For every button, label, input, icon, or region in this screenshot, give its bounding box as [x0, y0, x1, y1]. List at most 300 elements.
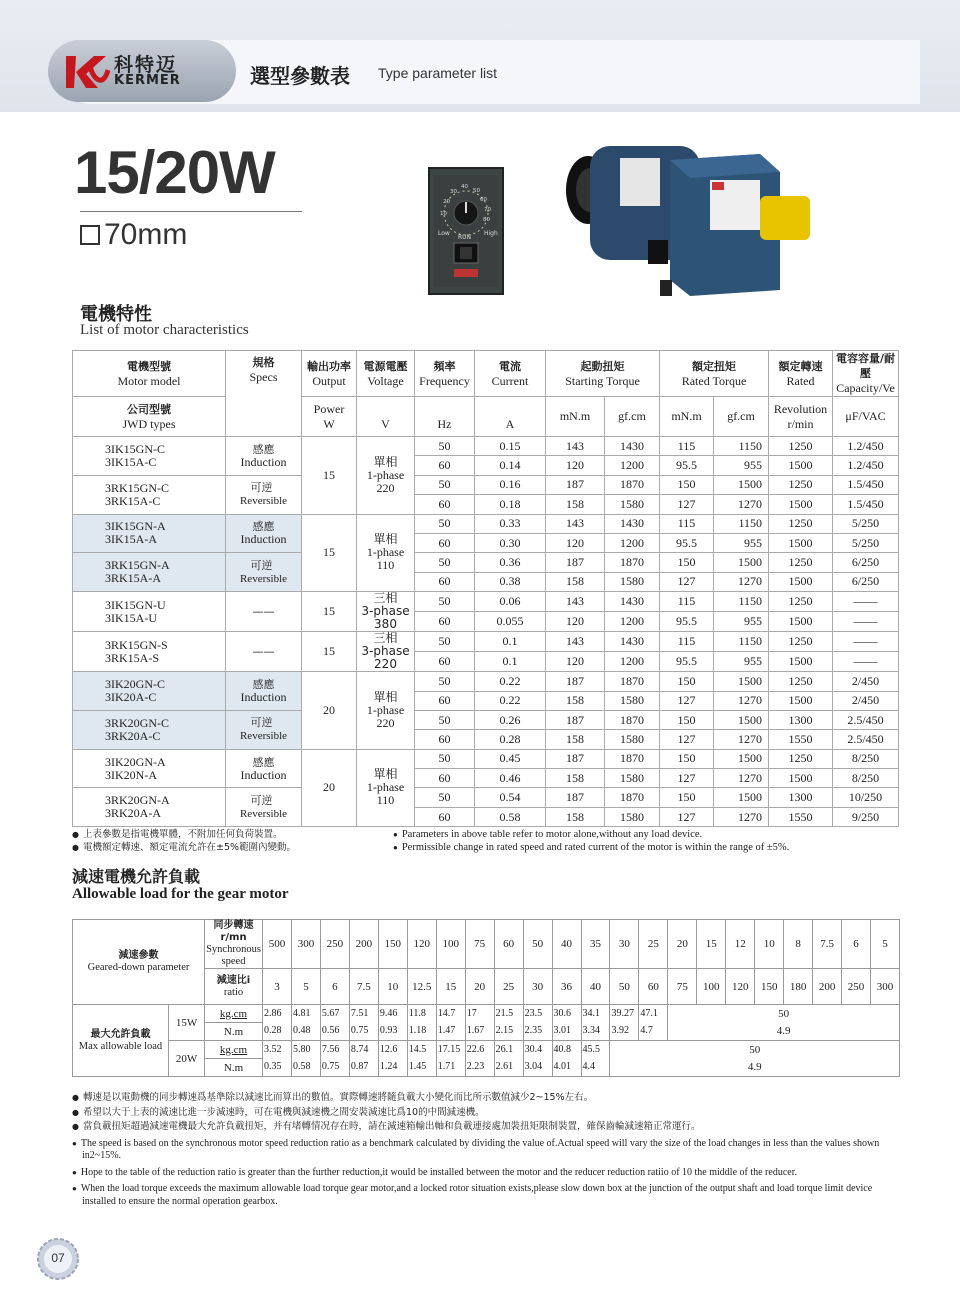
ratio-value: 250: [842, 969, 871, 1005]
voltage-line: 單相: [373, 532, 398, 547]
load-kg: 21.5: [494, 1005, 523, 1023]
spec-en: Reversible: [239, 730, 288, 743]
data-cell: 60: [415, 652, 475, 672]
data-cell: 955: [714, 533, 769, 552]
data-cell: 1580: [605, 572, 660, 591]
data-cell: 143: [546, 632, 605, 652]
spec-cell: [226, 553, 302, 592]
brand-name-cn: 科特迈: [114, 54, 178, 76]
max-cn: 最大允許負載: [90, 1028, 151, 1040]
load-nm: 1.71: [436, 1059, 465, 1077]
model-name: 3IK20GN-A: [105, 754, 166, 769]
data-cell: ——: [833, 592, 899, 612]
data-cell: 115: [660, 592, 714, 612]
data-cell: 50: [415, 632, 475, 652]
data-cell: 150: [660, 710, 714, 729]
data-cell: 120: [546, 612, 605, 632]
dial-label: 70: [484, 207, 491, 213]
model-cell: [73, 437, 226, 476]
data-cell: 115: [660, 437, 714, 456]
speed-value: 15: [697, 920, 726, 969]
data-cell: 187: [546, 475, 605, 494]
spec-cell: [226, 788, 302, 827]
data-cell: 0.54: [475, 788, 546, 807]
motor-row: [73, 437, 899, 456]
data-cell: 158: [546, 730, 605, 749]
spec-cn: 感應: [252, 678, 275, 692]
data-cell: 1870: [605, 788, 660, 807]
spec-cell: [226, 632, 302, 672]
load-kg: 5.80: [291, 1041, 320, 1059]
data-cell: 127: [660, 495, 714, 514]
data-cell: 95.5: [660, 533, 714, 552]
motor-notes-en: [393, 828, 789, 854]
data-cell: 1270: [714, 495, 769, 514]
data-cell: 1870: [605, 710, 660, 729]
load-kg: 8.74: [349, 1041, 378, 1059]
data-cell: 1270: [714, 691, 769, 710]
model-name: 3IK15GN-A: [105, 519, 166, 534]
gear-section-title-en: Allowable load for the gear motor: [72, 886, 289, 902]
data-cell: 150: [660, 672, 714, 691]
gear-notes: [72, 1092, 902, 1208]
load-nm: 0.48: [291, 1023, 320, 1041]
note-line: ● 上表參數是指電機單體，不附加任何負荷裝置。: [72, 828, 296, 841]
data-cell: 1580: [605, 769, 660, 788]
ratio-value: 180: [784, 969, 813, 1005]
speed-value: 7.5: [813, 920, 842, 969]
unit-rated-mnm: mN.m: [660, 397, 714, 437]
load-kg: 17: [465, 1005, 494, 1023]
col-company-type: 公司型號 JWD types: [73, 397, 226, 437]
load-nm: 2.23: [465, 1059, 494, 1077]
load-nm: 2.15: [494, 1023, 523, 1041]
max-load-label: [73, 1005, 169, 1077]
ratio-value: 25: [494, 969, 523, 1005]
model-cell: [73, 749, 226, 788]
data-cell: 955: [714, 612, 769, 632]
data-cell: 150: [660, 475, 714, 494]
data-cell: 1500: [714, 788, 769, 807]
model-cell: [73, 553, 226, 592]
speed-value: 100: [436, 920, 465, 969]
data-cell: 120: [546, 533, 605, 552]
unit-voltage: V: [357, 397, 415, 437]
data-cell: 0.28: [475, 730, 546, 749]
data-cell: 0.46: [475, 769, 546, 788]
load-kg: 40.8: [552, 1041, 581, 1059]
unit-kg: kg.cm: [205, 1041, 263, 1059]
motor-row: [73, 514, 899, 533]
data-cell: 1500: [769, 652, 833, 672]
spec-cell: [226, 749, 302, 788]
data-cell: 0.22: [475, 691, 546, 710]
data-cell: 187: [546, 553, 605, 572]
data-cell: 60: [415, 807, 475, 826]
data-cell: 1870: [605, 672, 660, 691]
voltage-line: 1-phase: [366, 545, 405, 560]
unit-current: A: [475, 397, 546, 437]
data-cell: 60: [415, 769, 475, 788]
ratio-value: 40: [581, 969, 610, 1005]
data-cell: 0.36: [475, 553, 546, 572]
load-kg: 26.1: [494, 1041, 523, 1059]
load-nm: 0.75: [349, 1023, 378, 1041]
model-cell: [73, 672, 226, 711]
model-name: 3IK15GN-C: [105, 441, 165, 456]
kermer-logo-icon: [64, 52, 110, 92]
max-en: Max allowable load: [78, 1040, 163, 1052]
model-cell: [73, 788, 226, 827]
data-cell: 1200: [605, 612, 660, 632]
col-rated-speed: 額定轉速 Rated: [769, 351, 833, 397]
data-cell: 0.58: [475, 807, 546, 826]
model-name: 3RK20GN-A: [105, 793, 170, 808]
load-nm: 1.45: [407, 1059, 436, 1077]
data-cell: 127: [660, 691, 714, 710]
data-cell: 0.055: [475, 612, 546, 632]
square-icon: [80, 225, 100, 245]
load-nm: 4.01: [552, 1059, 581, 1077]
speed-value: 5: [871, 920, 900, 969]
model-name: 3IK15A-C: [105, 454, 157, 469]
data-cell: 2.5/450: [833, 730, 899, 749]
output-cell: 15: [302, 437, 357, 515]
speed-value: 500: [263, 920, 292, 969]
data-cell: 1250: [769, 475, 833, 494]
data-cell: 1500: [769, 456, 833, 475]
data-cell: 50: [415, 710, 475, 729]
ratio-value: 7.5: [349, 969, 378, 1005]
motor-section-title-en: List of motor characteristics: [80, 322, 249, 338]
model-name: 3IK20A-C: [105, 690, 157, 705]
model-name: 3RK15A-S: [105, 650, 160, 665]
load-kg: 47.1: [639, 1005, 668, 1023]
load-kg: 5.67: [320, 1005, 349, 1023]
output-cell: 15: [302, 514, 357, 592]
data-cell: 0.06: [475, 592, 546, 612]
data-cell: 0.45: [475, 749, 546, 768]
note-line: ● When the load torque exceeds the maximum allowable load torque gear motor,and a locked rotor situation exists,please slow down box at the junction of the output shaft and load torque limit device installed to ensure the normal operation gearbox.: [72, 1183, 902, 1208]
data-cell: 158: [546, 769, 605, 788]
data-cell: 1150: [714, 592, 769, 612]
load-nm: 4.7: [639, 1023, 668, 1041]
data-cell: 158: [546, 807, 605, 826]
load-row-kg: [73, 1041, 900, 1059]
model-name: 3IK20N-A: [105, 767, 157, 782]
data-cell: 0.33: [475, 514, 546, 533]
data-cell: 1250: [769, 672, 833, 691]
data-cell: 1500: [714, 749, 769, 768]
data-cell: ——: [833, 652, 899, 672]
motor-row: [73, 475, 899, 494]
page-number: 07: [51, 1251, 65, 1265]
voltage-line: 單相: [373, 767, 398, 782]
data-cell: 0.1: [475, 632, 546, 652]
load-kg-rest: 50: [610, 1041, 900, 1059]
voltage-line: 三相: [373, 591, 398, 606]
motor-row: [73, 632, 899, 652]
controller-graphic: [430, 169, 502, 293]
model-name: 3RK15GN-S: [105, 637, 168, 652]
ratio-value: 60: [639, 969, 668, 1005]
data-cell: 50: [415, 749, 475, 768]
data-cell: 150: [660, 749, 714, 768]
note-line: ● Parameters in above table refer to motor alone,without any load device.: [393, 828, 789, 841]
data-cell: 0.14: [475, 456, 546, 475]
col-current: 電流 Current: [475, 351, 546, 397]
unit-start-gfcm: gf.cm: [605, 397, 660, 437]
dial-label: 20: [443, 199, 450, 205]
model-name: 3IK15GN-U: [105, 597, 166, 612]
load-nm: 0.75: [320, 1059, 349, 1077]
data-cell: 1270: [714, 807, 769, 826]
output-cell: 15: [302, 592, 357, 632]
col-voltage: 電源電壓 Voltage: [357, 351, 415, 397]
ratio-label-cell: [205, 969, 263, 1005]
dial-label: RUN: [458, 234, 472, 241]
data-cell: 120: [546, 456, 605, 475]
data-cell: 1500: [769, 495, 833, 514]
dial-label: 40: [461, 184, 468, 190]
ratio-value: 300: [871, 969, 900, 1005]
spec-en: Reversible: [239, 495, 288, 508]
data-cell: 0.15: [475, 437, 546, 456]
load-nm: 0.93: [378, 1023, 407, 1041]
data-cell: 50: [415, 672, 475, 691]
ratio-value: 6: [320, 969, 349, 1005]
model-name: 3RK20GN-C: [105, 715, 170, 730]
spec-cn: 可逆: [250, 558, 273, 572]
data-cell: 1580: [605, 495, 660, 514]
data-cell: 50: [415, 514, 475, 533]
dial-label: 50: [473, 188, 480, 194]
param-label-cell: [73, 920, 205, 1005]
speed-value: 75: [465, 920, 494, 969]
note-line: ● 當負載扭矩超過減速電機最大允許負載扭矩，并有堵轉情况存在時，請在減速箱輸出軸和負載連接處加裝扭矩限制裝置，確保齒輪減速箱正常運行。: [72, 1121, 902, 1134]
data-cell: 1500: [769, 572, 833, 591]
data-cell: 5/250: [833, 533, 899, 552]
load-nm: 0.28: [263, 1023, 292, 1041]
ratio-value: 20: [465, 969, 494, 1005]
load-nm: 1.24: [378, 1059, 407, 1077]
speed-value: 50: [523, 920, 552, 969]
data-cell: 5/250: [833, 514, 899, 533]
data-cell: 1270: [714, 572, 769, 591]
data-cell: 2/450: [833, 691, 899, 710]
frame-size: [80, 218, 187, 252]
voltage-cell: [357, 592, 415, 632]
load-nm: 0.58: [291, 1059, 320, 1077]
spec-cell: [226, 475, 302, 514]
speed-value: 25: [639, 920, 668, 969]
gear-motor-image: [560, 140, 830, 300]
data-cell: 1500: [714, 475, 769, 494]
load-nm: 1.18: [407, 1023, 436, 1041]
data-cell: 115: [660, 514, 714, 533]
data-cell: 1870: [605, 553, 660, 572]
data-cell: 60: [415, 612, 475, 632]
load-kg: 23.5: [523, 1005, 552, 1023]
data-cell: 8/250: [833, 749, 899, 768]
load-nm-rest: 4.9: [668, 1023, 900, 1041]
spec-en: Reversible: [239, 807, 288, 820]
data-cell: 50: [415, 592, 475, 612]
motor-characteristics-table: [72, 350, 899, 827]
data-cell: 1.2/450: [833, 437, 899, 456]
voltage-line: 三相: [373, 631, 398, 646]
voltage-cell: [357, 514, 415, 592]
data-cell: 1150: [714, 514, 769, 533]
data-cell: 127: [660, 769, 714, 788]
data-cell: 1200: [605, 652, 660, 672]
speed-value: 8: [784, 920, 813, 969]
allowable-load-table: [72, 919, 900, 1077]
unit-rated-gfcm: gf.cm: [714, 397, 769, 437]
unit-start-mnm: mN.m: [546, 397, 605, 437]
data-cell: 187: [546, 710, 605, 729]
data-cell: 1150: [714, 437, 769, 456]
model-cell: [73, 632, 226, 672]
wattage-label: 15W: [169, 1005, 205, 1041]
load-kg: 30.4: [523, 1041, 552, 1059]
voltage-line: 380: [374, 617, 397, 632]
data-cell: 143: [546, 592, 605, 612]
spec-cn: 感應: [252, 520, 275, 534]
load-kg: 34.1: [581, 1005, 610, 1023]
spec-cell: [226, 514, 302, 553]
speed-value: 300: [291, 920, 320, 969]
model-cell: [73, 514, 226, 553]
data-cell: 50: [415, 553, 475, 572]
speed-value: 10: [755, 920, 784, 969]
load-row-kg: [73, 1005, 900, 1023]
voltage-line: 單相: [373, 689, 398, 704]
voltage-cell: [357, 672, 415, 750]
data-cell: 1300: [769, 788, 833, 807]
load-kg-rest: 50: [668, 1005, 900, 1023]
data-cell: 955: [714, 652, 769, 672]
dial-label: Low: [438, 230, 450, 237]
data-cell: 1250: [769, 437, 833, 456]
note-line: ● Permissible change in rated speed and rated current of the motor is within the range of ±5%.: [393, 841, 789, 854]
load-nm: 2.61: [494, 1059, 523, 1077]
data-cell: 8/250: [833, 769, 899, 788]
data-cell: ——: [833, 612, 899, 632]
data-cell: 1150: [714, 632, 769, 652]
data-cell: 50: [415, 475, 475, 494]
load-nm-rest: 4.9: [610, 1059, 900, 1077]
data-cell: 10/250: [833, 788, 899, 807]
data-cell: 1.5/450: [833, 495, 899, 514]
load-kg: 22.6: [465, 1041, 494, 1059]
speed-value: 30: [610, 920, 639, 969]
spec-cell: [226, 710, 302, 749]
data-cell: 95.5: [660, 456, 714, 475]
dial-label: 10: [440, 211, 447, 217]
model-name: 3RK20A-A: [105, 806, 161, 821]
output-cell: 20: [302, 672, 357, 750]
data-cell: 187: [546, 672, 605, 691]
voltage-line: 220: [374, 657, 397, 672]
data-cell: 1270: [714, 730, 769, 749]
load-kg: 7.51: [349, 1005, 378, 1023]
data-cell: 1250: [769, 632, 833, 652]
data-cell: 1.2/450: [833, 456, 899, 475]
voltage-line: 單相: [373, 454, 398, 469]
data-cell: 60: [415, 730, 475, 749]
motor-row: [73, 553, 899, 572]
model-name: 3RK15A-C: [105, 493, 161, 508]
page-title-cn: 選型參數表: [250, 64, 350, 88]
data-cell: 95.5: [660, 652, 714, 672]
dial-label: 80: [483, 217, 490, 223]
ratio-value: 5: [291, 969, 320, 1005]
load-kg: 9.46: [378, 1005, 407, 1023]
data-cell: 95.5: [660, 612, 714, 632]
data-cell: 1870: [605, 749, 660, 768]
model-cell: [73, 475, 226, 514]
data-cell: 50: [415, 788, 475, 807]
param-en: Geared-down parameter: [87, 962, 190, 973]
load-kg: 4.81: [291, 1005, 320, 1023]
ratio-value: 10: [378, 969, 407, 1005]
spec-en: Reversible: [239, 572, 288, 585]
model-name: 3RK15GN-C: [105, 480, 170, 495]
col-model: 電機型號 Motor model: [73, 351, 226, 397]
param-cn: 減速參數: [118, 950, 159, 961]
sync-label-cell: [205, 920, 263, 969]
speed-row: [73, 920, 900, 969]
motor-row: [73, 592, 899, 612]
data-cell: 1550: [769, 730, 833, 749]
unit-kg: kg.cm: [205, 1005, 263, 1023]
model-name: 3IK15A-U: [105, 610, 157, 625]
col-specs: 規格 Specs: [226, 351, 302, 437]
data-cell: 1.5/450: [833, 475, 899, 494]
speed-value: 150: [378, 920, 407, 969]
load-nm: 4.4: [581, 1059, 610, 1077]
spec-en: Induction: [240, 767, 287, 782]
data-cell: 158: [546, 691, 605, 710]
gear-section-title-cn: 減速電機允許負載: [72, 867, 201, 886]
load-nm: 1.47: [436, 1023, 465, 1041]
data-cell: 6/250: [833, 553, 899, 572]
data-cell: 1300: [769, 710, 833, 729]
data-cell: 0.26: [475, 710, 546, 729]
ratio-value: 30: [523, 969, 552, 1005]
load-nm: 0.35: [263, 1059, 292, 1077]
dial-label: 60: [480, 197, 487, 203]
spec-cn: 可逆: [250, 793, 273, 807]
output-cell: 20: [302, 749, 357, 827]
motor-row: [73, 749, 899, 768]
data-cell: 0.18: [475, 495, 546, 514]
load-nm: 1.67: [465, 1023, 494, 1041]
load-nm: 3.34: [581, 1023, 610, 1041]
dial-label: High: [484, 230, 498, 237]
data-cell: 127: [660, 730, 714, 749]
model-name: 3RK20A-C: [105, 728, 161, 743]
data-cell: 1580: [605, 730, 660, 749]
load-kg: 2.86: [263, 1005, 292, 1023]
ratio-value: 12.5: [407, 969, 436, 1005]
model-cell: [73, 710, 226, 749]
ratio-value: 75: [668, 969, 697, 1005]
title-divider: [80, 211, 302, 212]
speed-value: 6: [842, 920, 871, 969]
load-kg: 11.8: [407, 1005, 436, 1023]
